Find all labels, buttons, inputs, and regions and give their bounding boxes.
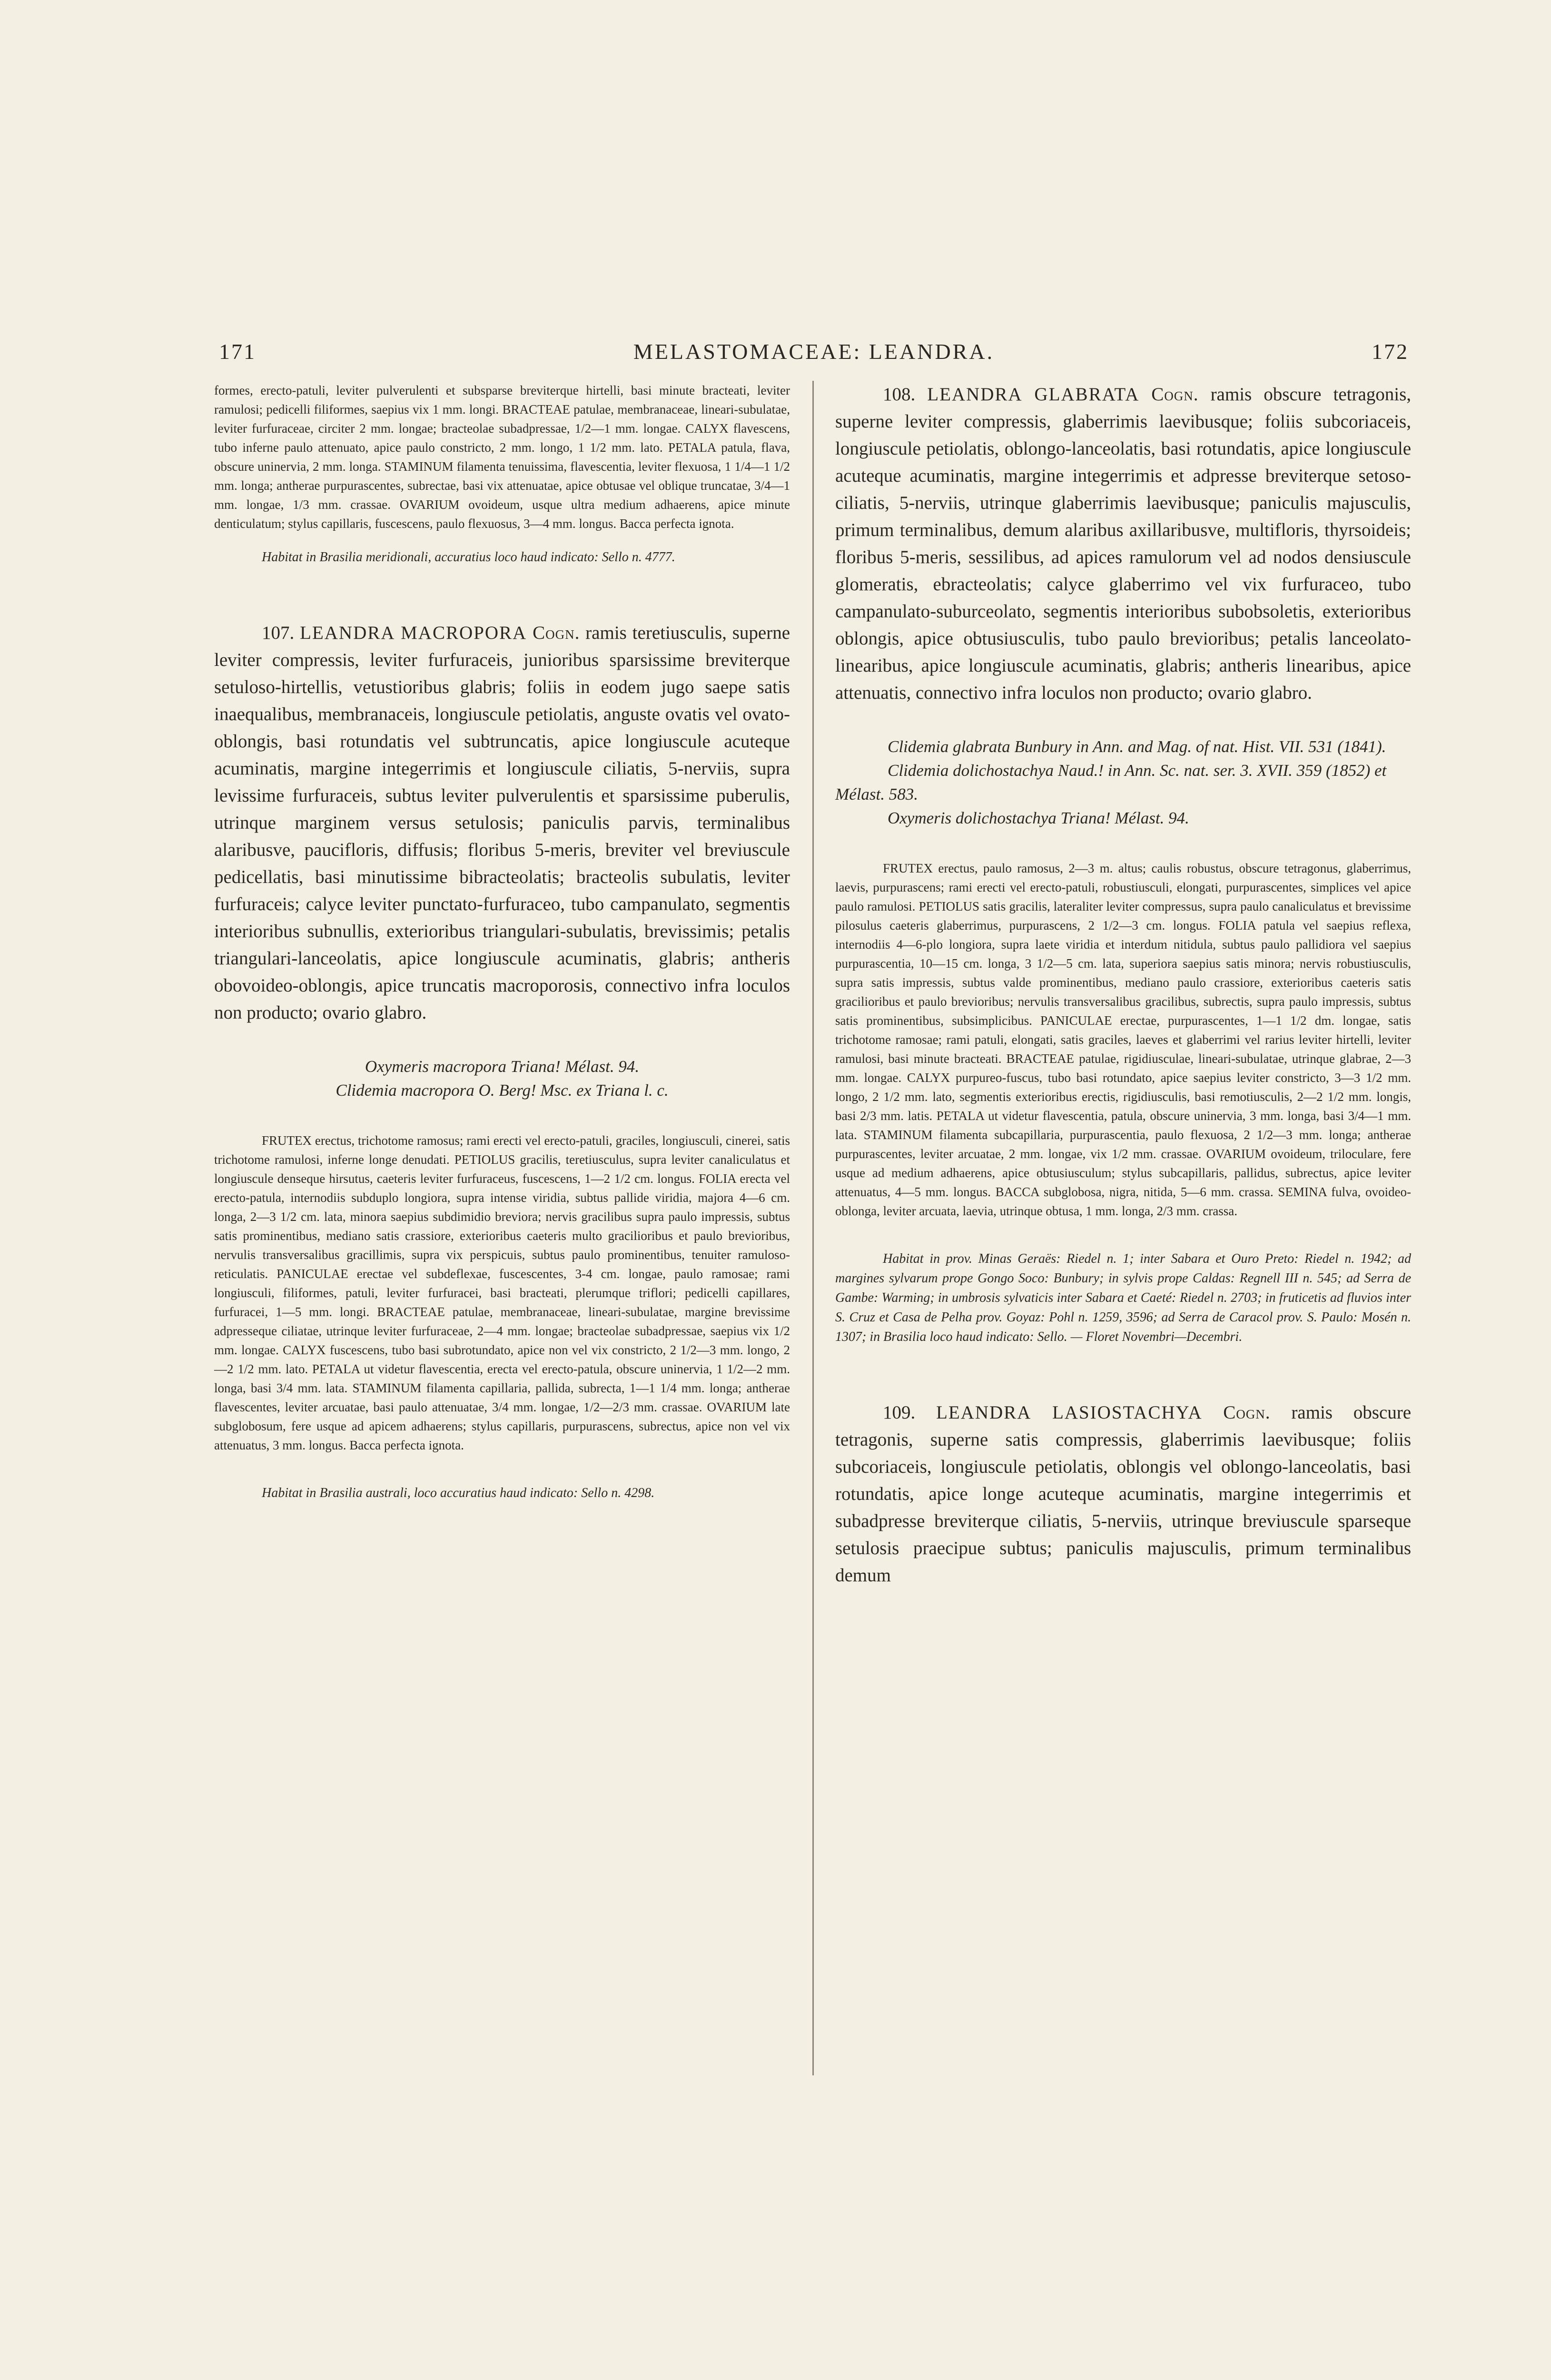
page-number-right: 172 — [1372, 339, 1409, 364]
column-divider — [812, 381, 814, 2075]
species-author: Cogn. — [1151, 384, 1199, 405]
synonym: Oxymeris dolichostachya Triana! Mélast. 94. — [888, 809, 1189, 827]
synonym: Clidemia macropora O. Berg! Msc. ex Triana l. c. — [336, 1081, 669, 1100]
species-name: LEANDRA LASIOSTACHYA — [936, 1402, 1203, 1423]
synonym: Clidemia glabrata Bunbury in Ann. and Mag. of nat. Hist. VII. 531 (1841). — [888, 737, 1386, 756]
species-number: 107. — [262, 623, 295, 643]
species-diagnosis: ramis obscure tetragonis, superne satis compressis, glaberrimis laevibusque; foliis subcoriaceis, longiuscule petiolatis, oblongis vel oblongo-lanceolatis, basi rotundatis, apice longe acuteque acuminatis, margine integerrimis et subadpresse breviterque ciliatis, 5-nerviis, utrinque breviuscule sparseque setulosis praecipue subtus; paniculis majusculis, primum terminalibus demum — [835, 1402, 1412, 1586]
continued-habitat: Habitat in Brasilia meridionali, accuratius loco haud indicato: Sello n. 4777. — [262, 550, 675, 565]
species-author: Cogn. — [533, 623, 580, 643]
synonym: Clidemia dolichostachya Naud.! in Ann. Sc. nat. ser. 3. XVII. 359 (1852) et Mélast. 583. — [835, 761, 1387, 803]
species-108-entry — [835, 381, 1411, 706]
species-habitat: Habitat in Brasilia australi, loco accuratius haud indicato: Sello n. 4298. — [262, 1486, 655, 1500]
species-name: LEANDRA GLABRATA — [927, 384, 1140, 405]
species-diagnosis: ramis teretiusculis, superne leviter compressis, leviter furfuraceis, junioribus sparsissime breviterque setuloso-hirtellis, vetustioribus glabris; foliis in eodem jugo saepe satis inaequalibus, membranaceis, longiuscule petiolatis, anguste ovatis vel ovato-oblongis, basi rotundatis vel subtruncatis, apice longiuscule acuteque acuminatis, margine integerrimis et longiuscule ciliatis, 5-nerviis, supra levissime furfuraceis, subtus leviter pulverulentis et sparsissime puberulis, utrinque marginem versus setulosis; paniculis parvis, terminalibus alaribusve, paucifloris, diffusis; floribus 5-meris, breviter vel breviuscule pedicellatis, basi minutissime bibracteolatis; bracteolis subulatis, leviter furfuraceis; calyce leviter punctato-furfuraceo, tubo campanulato, segmentis interioribus subnullis, exterioribus triangulari-subulatis, brevissimis; petalis triangulari-lanceolatis, apice longiuscule acuminatis, glabris; antheris obovoideo-oblongis, apice truncatis macroporosis, connectivo infra loculos non producto; ovario glabro. — [214, 623, 790, 1023]
species-habitat: Habitat in prov. Minas Geraës: Riedel n. 1; inter Sabara et Ouro Preto: Riedel n. 1942; ad margines sylvarum prope Gongo Soco: Bunbury; in sylvis prope Caldas: Regnell III n. 545; ad Serra de Gambe: Warming; in umbrosis sylvaticis inter Sabara et Caeté: Riedel n. 2703; in fruticetis ad fluvios inter S. Cruz et Casa de Pelha prov. Goyaz: Pohl n. 1259, 3596; ad Serra de Caracol prov. S. Paulo: Mosén n. 1307; in Brasilia loco haud indicato: Sello. — Floret Novembri—Decembri. — [835, 1251, 1411, 1344]
right-column — [835, 381, 1411, 1589]
synonym: Oxymeris macropora Triana! Mélast. 94. — [365, 1057, 640, 1076]
species-number: 108. — [883, 384, 916, 405]
species-description: FRUTEX erectus, paulo ramosus, 2—3 m. altus; caulis robustus, obscure tetragonus, glaberrimus, laevis, purpurascens; rami erecti vel erecto-patuli, robustiusculi, elongati, purpurascentes, simplices vel apice paulo ramulosi. PETIOLUS satis gracilis, lateraliter leviter compressus, supra paulo canaliculatus et brevissime pilosulus caeteris glaberrimus, purpurascens, 2 1/2—3 cm. longus. FOLIA patula vel saepius reflexa, internodiis 4—6-plo longiora, supra laete viridia et interdum nitidula, subtus paulo pallidiora vel saepius purpurascentia, 10—15 cm. longa, 3 1/2—5 cm. lata, superiora saepius satis minora; nervis robustiusculis, supra satis impressis, subtus valde prominentibus, mediano paulo crassiore, exterioribus caeteris satis gracilioribus et paulo brevioribus; nervulis transversalibus gracilibus, subrectis, supra paulo impressis, subtus satis prominentibus, subsimplicibus. PANICULAE erectae, purpurascentes, 1—1 1/2 dm. longae, satis trichotome ramosae; rami patuli, elongati, satis graciles, laeves et glaberrimi vel rarius leviter hirtelli, leviter ramulosi, basi minute bracteati. BRACTEAE patulae, rigidiusculae, lineari-subulatae, utrinque glabrae, 2—3 mm. longae. CALYX purpureo-fuscus, tubo basi rotundato, apice saepius leviter constricto, 3—3 1/2 mm. longo, 2 1/2 mm. lato, segmentis exterioribus erectis, rigidiusculis, basi remotiusculis, 2—2 1/2 mm. longis, basi 2/3 mm. latis. PETALA ut videtur flavescentia, patula, obscure uninervia, 3 mm. longa, basi 3/4—1 mm. lata. STAMINUM filamenta subcapillaria, purpurascentia, paulo flexuosa, 2 1/2—3 mm. longa; antherae purpurascentes, leviter arcuatae, 2 mm. longae, vix 1/2 mm. crassae. OVARIUM ovoideum, triloculare, fere usque ad medium adhaerens, apice obtusiusculum; stylus subcapillaris, pallidus, subrectus, apice leviter attenuatus, 4—5 mm. longus. BACCA subglobosa, nigra, nitida, 5—6 mm. crassa. SEMINA fulva, ovoideo-oblonga, leviter arcuata, laevia, utrinque obtusa, 1 mm. longa, 2/3 mm. crassa. — [835, 861, 1411, 1218]
species-name: LEANDRA MACROPORA — [300, 623, 527, 643]
species-author: Cogn. — [1223, 1402, 1271, 1423]
species-109-entry — [835, 1399, 1411, 1589]
running-header — [219, 339, 1409, 367]
running-title: MELASTOMACEAE: LEANDRA. — [633, 339, 995, 364]
left-column — [214, 381, 790, 1503]
species-diagnosis: ramis obscure tetragonis, superne leviter compressis, glaberrimis laevibusque; foliis subcoriaceis, longiuscule petiolatis, oblongo-lanceolatis, basi rotundatis, apice longiuscule acuteque acuminatis, margine integerrimis et adpresse breviterque setoso-ciliatis, 5-nerviis, utrinque glaberrimis laevibusque; paniculis majusculis, primum terminalibus, demum alaribus axillaribusve, multifloris, thyrsoideis; floribus 5-meris, sessilibus, ad apices ramulorum vel ad nodos densiuscule glomeratis, ebracteolatis; calyce glaberrimo vel vix furfuraceo, tubo campanulato-suburceolato, segmentis interioribus subobsoletis, exterioribus oblongis, apice obtusiusculis, tubo paulo brevioribus; petalis lanceolato-linearibus, apice longiuscule acuminatis, glabris; antheris linearibus, apice attenuatis, connectivo infra loculos non producto; ovario glabro. — [835, 384, 1412, 703]
page-number-left: 171 — [219, 339, 256, 364]
species-description: FRUTEX erectus, trichotome ramosus; rami erecti vel erecto-patuli, graciles, longiusculi, cinerei, satis trichotome ramulosi, inferne longe denudati. PETIOLUS gracilis, teretiusculus, supra leviter canaliculatus et longiuscule denseque hirsutus, caeteris leviter furfuraceus, fuscescens, 1—2 1/2 cm. longus. FOLIA erecta vel erecto-patula, internodiis subduplo longiora, supra intense viridia, subtus pallide viridia, majora 4—6 cm. longa, 2—3 1/2 cm. lata, minora saepius subdimidio breviora; nervis gracilibus supra paulo impressis, subtus satis prominentibus, mediano satis crassiore, exterioribus caeteris multo gracilioribus et paulo brevioribus, nervulis transversalibus gracillimis, supra vix perspicuis, subtus paulo prominentibus, tenuiter ramuloso-reticulatis. PANICULAE erectae vel subdeflexae, fuscescentes, 3-4 cm. longae, paulo ramosae; rami longiusculi, filiformes, patuli, leviter furfuracei, basi bracteati, plerumque triflori; pedicelli capillares, furfuracei, 1—5 mm. longi. BRACTEAE patulae, membranaceae, lineari-subulatae, margine brevissime adpresseque ciliatae, utrinque leviter furfuraceae, 2—4 mm. longae; bracteolae subadpressae, saepius vix 1/2 mm. longae. CALYX fuscescens, tubo basi subrotundato, apice non vel vix constricto, 2 1/2—3 mm. longo, 2—2 1/2 mm. lato. PETALA ut videtur flavescentia, erecta vel erecto-patula, obscure uninervia, 1 1/2—2 mm. longa, basi 3/4 mm. lata. STAMINUM filamenta capillaria, pallida, subrecta, 1—1 1/4 mm. longa; antherae flavescentes, leviter arcuatae, basi paulo attenuatae, 3/4 mm. longae, 1/2—2/3 mm. crassae. OVARIUM late subglobosum, fere usque ad apicem adhaerens; stylus capillaris, purpurascens, subrectus, apice non vel vix attenuatus, 3 mm. longus. Bacca perfecta ignota. — [214, 1133, 790, 1452]
continued-description: formes, erecto-patuli, leviter pulverulenti et subsparse breviterque hirtelli, basi minute bracteati, leviter ramulosi; pedicelli filiformes, saepius vix 1 mm. longi. BRACTEAE patulae, membranaceae, lineari-subulatae, leviter furfuraceae, circiter 2 mm. longae; bracteolae subadpressae, 1/2—1 mm. longae. CALYX flavescens, tubo inferne paulo attenuato, apice paulo constricto, 2 mm. longo, 1 1/2 mm. lato. PETALA patula, flava, obscure uninervia, 2 mm. longa. STAMINUM filamenta tenuissima, flavescentia, leviter flexuosa, 1 1/4—1 1/2 mm. longa; antherae purpurascentes, subrectae, basi vix attenuatae, apice obtusae vel oblique truncatae, 3/4—1 mm. longae, 1/3 mm. crassae. OVARIUM ovoideum, usque ultra medium adhaerens, apice minute denticulatum; stylus capillaris, fuscescens, paulo flexuosus, 3—4 mm. longus. Bacca perfecta ignota. — [214, 383, 790, 531]
species-number: 109. — [883, 1402, 916, 1423]
species-107-entry — [214, 619, 790, 1026]
